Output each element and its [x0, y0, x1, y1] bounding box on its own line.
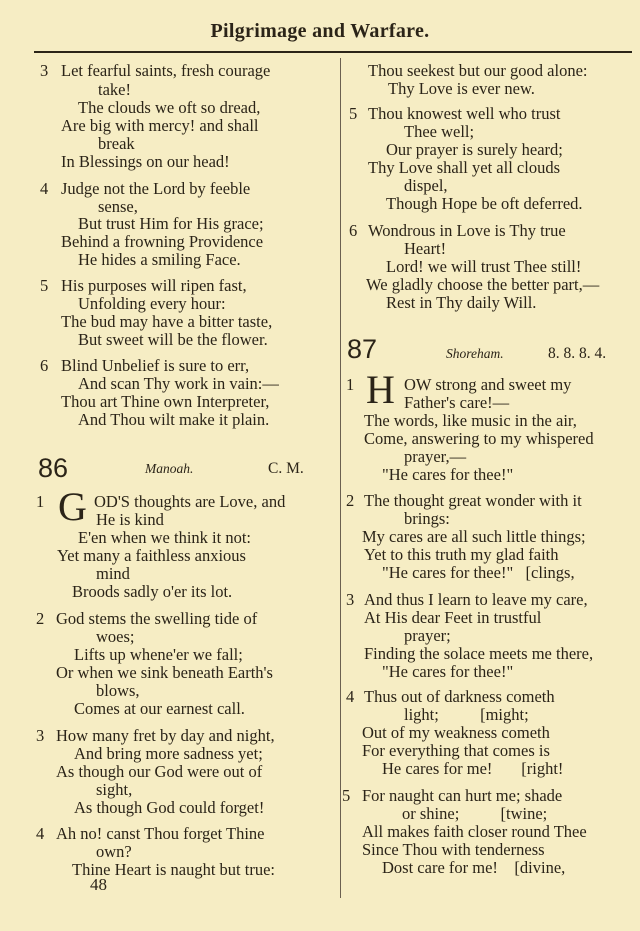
hymn-line: Unfolding every hour: [78, 294, 226, 313]
hymn-line: The clouds we oft so dread, [78, 98, 261, 117]
hymn-line: Yet to this truth my glad faith [364, 545, 559, 564]
hymn-line: Wondrous in Love is Thy true [368, 221, 566, 240]
hymn-line: Out of my weakness cometh [362, 723, 550, 742]
hymn-line: For naught can hurt me; shade [362, 786, 563, 805]
page-title: Pilgrimage and Warfare. [210, 20, 430, 42]
stanza-number: 2 [346, 491, 355, 510]
hymn-line: Finding the solace meets me there, [364, 644, 594, 663]
hymn-line: "He cares for thee!" [clings, [382, 563, 575, 582]
hymn-line: The thought great wonder with it [364, 491, 582, 510]
tune-name: Manoah. [145, 461, 194, 476]
header-rule [34, 51, 632, 53]
hymn-line: woes; [96, 627, 135, 646]
hymn-line: And thus I learn to leave my care, [364, 590, 588, 609]
hymn-line: Comes at our earnest call. [74, 699, 245, 718]
hymn-line: brings: [404, 509, 450, 528]
hymn-line: prayer; [404, 626, 451, 645]
stanza-number: 3 [346, 590, 355, 609]
hymn-line: Thine Heart is naught but true: [72, 860, 275, 879]
stanza-number: 5 [349, 104, 358, 123]
hymn-line: prayer,— [404, 447, 467, 466]
hymn-line: He cares for me! [right! [382, 759, 564, 778]
hymn-line: Lord! we will trust Thee still! [386, 257, 582, 276]
hymn-line: Ah no! canst Thou forget Thine [56, 824, 265, 843]
drop-cap: H [366, 367, 395, 412]
hymn-line: Thou seekest but our good alone: [368, 61, 588, 80]
stanza-number: 4 [40, 179, 49, 198]
hymn-line: He hides a smiling Face. [78, 250, 241, 269]
hymn-line: Our prayer is surely heard; [386, 140, 563, 159]
hymn-line: or shine; [twine; [402, 804, 548, 823]
tune-name: Shoreham. [446, 346, 504, 361]
hymn-line: Lifts up whene'er we fall; [74, 645, 243, 664]
hymn-line: Are big with mercy! and shall [61, 116, 259, 135]
hymn-line: As though God could forget! [74, 798, 265, 817]
stanza-number: 2 [36, 609, 45, 628]
hymn-line: Thou knowest well who trust [368, 104, 561, 123]
hymn-line: mind [96, 564, 130, 583]
hymn-line: The words, like music in the air, [364, 411, 577, 430]
hymn-line: And bring more sadness yet; [74, 744, 263, 763]
hymn-line: Or when we sink beneath Earth's [56, 663, 273, 682]
hymn-line: And Thou wilt make it plain. [78, 410, 270, 429]
hymn-line: God stems the swelling tide of [56, 609, 258, 628]
stanza-number: 1 [346, 375, 355, 394]
hymn-number: 86 [38, 453, 69, 483]
page-number: 48 [90, 875, 107, 894]
hymn-line: OW strong and sweet my [404, 375, 572, 394]
hymn-line: Judge not the Lord by feeble [61, 179, 251, 198]
hymn-line: My cares are all such little things; [362, 527, 586, 546]
hymn-line: But sweet will be the flower. [78, 330, 268, 349]
drop-cap: G [58, 484, 87, 529]
hymn-line: Broods sadly o'er its lot. [72, 582, 233, 601]
hymn-line: We gladly choose the better part,— [366, 275, 600, 294]
hymn-line: take! [98, 80, 131, 99]
column-divider [340, 58, 341, 898]
hymn-line: Dost care for me! [divine, [382, 858, 566, 877]
meter: C. M. [268, 460, 304, 477]
hymn-line: The bud may have a bitter taste, [61, 312, 273, 331]
stanza-number: 6 [349, 221, 358, 240]
meter: 8. 8. 8. 4. [548, 345, 607, 362]
stanza-number: 3 [36, 726, 45, 745]
hymn-line: sight, [96, 780, 133, 799]
hymn-line: dispel, [404, 176, 448, 195]
hymn-line: Thus out of darkness cometh [364, 687, 555, 706]
hymn-line: He is kind [96, 510, 164, 529]
stanza-number: 6 [40, 356, 49, 375]
hymn-line: Heart! [404, 239, 447, 258]
hymn-line: "He cares for thee!" [382, 662, 514, 681]
hymn-line: How many fret by day and night, [56, 726, 275, 745]
hymn-line: Thy Love shall yet all clouds [368, 158, 560, 177]
hymn-number: 87 [347, 334, 378, 364]
hymn-line: Blind Unbelief is sure to err, [61, 356, 250, 375]
hymn-line: Rest in Thy daily Will. [386, 293, 537, 312]
hymn-line: light; [might; [404, 705, 529, 724]
hymn-line: sense, [98, 197, 138, 216]
hymn-line: E'en when we think it not: [78, 528, 251, 547]
stanza-number: 4 [346, 687, 355, 706]
hymn-line: Thou art Thine own Interpreter, [61, 392, 270, 411]
hymn-line: But trust Him for His grace; [78, 214, 264, 233]
hymn-line: Behind a frowning Providence [61, 232, 264, 251]
hymn-line: At His dear Feet in trustful [364, 608, 542, 627]
hymn-line: own? [96, 842, 132, 861]
hymn-line: All makes faith closer round Thee [362, 822, 587, 841]
hymn-line: And scan Thy work in vain:— [78, 374, 279, 393]
hymn-line: "He cares for thee!" [382, 465, 514, 484]
hymn-line: break [98, 134, 135, 153]
stanza-number: 5 [342, 786, 351, 805]
hymn-line: Let fearful saints, fresh courage [61, 61, 271, 80]
hymn-line: OD'S thoughts are Love, and [94, 492, 286, 511]
hymn-line: Father's care!— [404, 393, 510, 412]
hymn-line: Thee well; [404, 122, 475, 141]
hymn-line: Though Hope be oft deferred. [386, 194, 583, 213]
hymn-line: His purposes will ripen fast, [61, 276, 247, 295]
stanza-number: 1 [36, 492, 45, 511]
hymn-line: Thy Love is ever new. [388, 79, 535, 98]
stanza-number: 3 [40, 61, 49, 80]
hymn-line: Since Thou with tenderness [362, 840, 545, 859]
stanza-number: 5 [40, 276, 49, 295]
hymn-line: blows, [96, 681, 140, 700]
hymn-line: For everything that comes is [362, 741, 550, 760]
hymn-line: Yet many a faithless anxious [57, 546, 246, 565]
stanza-number: 4 [36, 824, 45, 843]
hymn-line: As though our God were out of [56, 762, 263, 781]
hymn-line: Come, answering to my whispered [364, 429, 594, 448]
hymn-line: In Blessings on our head! [61, 152, 230, 171]
